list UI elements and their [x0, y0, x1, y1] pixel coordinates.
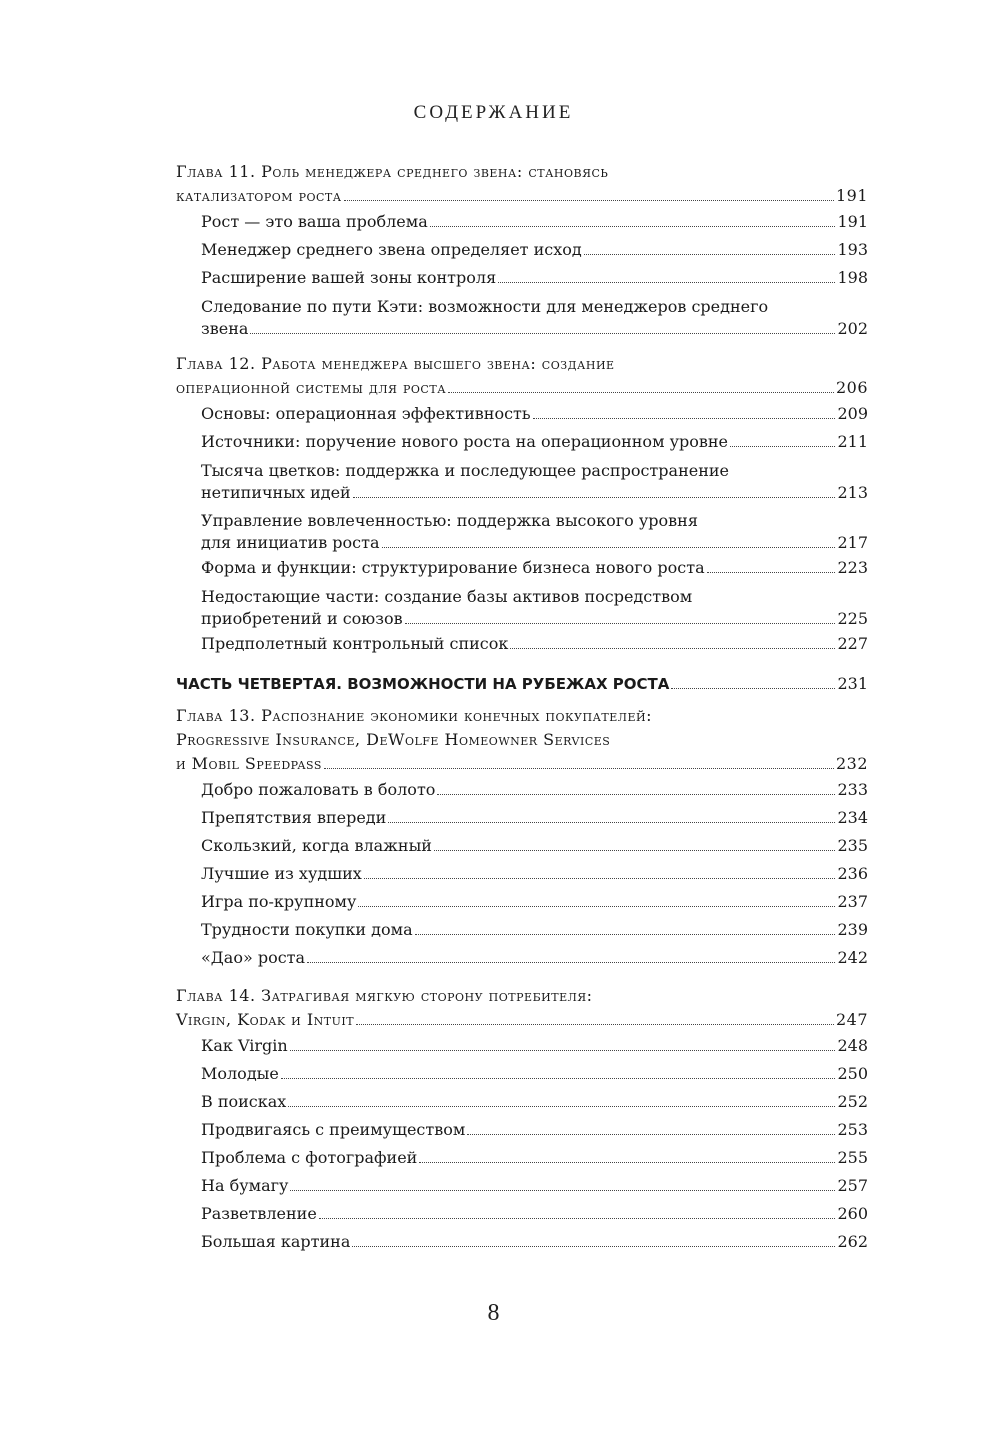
page-number: 248	[837, 1036, 868, 1055]
page-number: 252	[837, 1092, 868, 1111]
dot-leader	[388, 822, 835, 823]
dot-leader	[707, 572, 836, 573]
toc-item[interactable]	[176, 264, 868, 292]
page-title: СОДЕРЖАНИЕ	[413, 102, 574, 123]
page-number: 211	[837, 432, 868, 451]
item-text: В поисках	[201, 1092, 287, 1111]
dot-leader	[533, 418, 836, 419]
dot-leader	[448, 392, 834, 393]
toc-item[interactable]	[176, 510, 868, 554]
dot-leader	[364, 878, 836, 879]
item-text-line: Управление вовлеченностью: поддержка высокого уровня	[201, 511, 698, 530]
toc-item[interactable]	[176, 554, 868, 582]
item-text: Молодые	[201, 1064, 279, 1083]
toc-item[interactable]	[176, 776, 868, 804]
item-text: Рост — это ваша проблема	[201, 212, 428, 231]
item-text: нетипичных идей	[201, 483, 351, 502]
toc-item[interactable]	[176, 1088, 868, 1116]
dot-leader	[352, 1246, 835, 1247]
chapter-14-entry[interactable]	[176, 984, 868, 1032]
item-text: Как Virgin	[201, 1036, 288, 1055]
dot-leader	[498, 282, 835, 283]
page-number: 223	[837, 558, 868, 577]
dot-leader	[319, 1218, 836, 1219]
dot-leader	[437, 794, 835, 795]
chapter-title-line-last	[176, 184, 868, 208]
page-number: 250	[837, 1064, 868, 1083]
page-number: 242	[837, 948, 868, 967]
item-text: Предполетный контрольный список	[201, 634, 509, 653]
toc-item[interactable]	[176, 1144, 868, 1172]
page-number: 247	[835, 1010, 868, 1029]
page-number: 206	[835, 378, 868, 397]
dot-leader	[730, 446, 835, 447]
toc-item[interactable]	[176, 296, 868, 340]
item-text: для инициатив роста	[201, 533, 380, 552]
item-text: Расширение вашей зоны контроля	[201, 268, 497, 287]
page-number: 255	[837, 1148, 868, 1167]
part-four-entry[interactable]	[176, 670, 868, 698]
dot-leader	[584, 254, 836, 255]
toc-item[interactable]	[176, 832, 868, 860]
chapter-title-text: операционной системы для роста	[176, 378, 447, 397]
toc-item[interactable]	[176, 860, 868, 888]
item-text: Скользкий, когда влажный	[201, 836, 432, 855]
dot-leader	[671, 688, 835, 689]
item-text-line: Тысяча цветков: поддержка и последующее распространение	[201, 461, 729, 480]
item-text: Разветвление	[201, 1204, 317, 1223]
chapter-11-entry[interactable]	[176, 160, 868, 208]
page-number: 234	[837, 808, 868, 827]
page-number: 237	[837, 892, 868, 911]
page-number: 227	[837, 634, 868, 653]
item-text-line: Недостающие части: создание базы активов посредством	[201, 587, 693, 606]
chapter-13-entry[interactable]	[176, 704, 868, 776]
chapter-title-line: Глава 13. Распознание экономики конечных покупателей:	[176, 706, 652, 725]
item-text: Добро пожаловать в болото	[201, 780, 436, 799]
toc-item[interactable]	[176, 944, 868, 972]
toc-item[interactable]	[176, 804, 868, 832]
toc-item[interactable]	[176, 460, 868, 504]
dot-leader	[467, 1134, 835, 1135]
page-number: 236	[837, 864, 868, 883]
chapter-title-line: Глава 11. Роль менеджера среднего звена: становясь	[176, 162, 609, 181]
page-number: 262	[837, 1232, 868, 1251]
item-text: Источники: поручение нового роста на операционном уровне	[201, 432, 729, 451]
dot-leader	[344, 200, 834, 201]
dot-leader	[281, 1078, 836, 1079]
toc-item[interactable]	[176, 1228, 868, 1256]
page-number: 213	[837, 483, 868, 502]
toc-item[interactable]	[176, 888, 868, 916]
chapter-12-entry[interactable]	[176, 352, 868, 400]
page-number: 239	[837, 920, 868, 939]
page-number: 193	[837, 240, 868, 259]
dot-leader	[307, 962, 835, 963]
page-number: 232	[835, 754, 868, 773]
page-number: 191	[835, 186, 868, 205]
page-number: 233	[837, 780, 868, 799]
dot-leader	[290, 1050, 836, 1051]
item-text: Лучшие из худших	[201, 864, 362, 883]
page-number: 235	[837, 836, 868, 855]
dot-leader	[290, 1190, 835, 1191]
dot-leader	[434, 850, 835, 851]
toc-item[interactable]	[176, 208, 868, 236]
item-text: Игра по-крупному	[201, 892, 357, 911]
page-number: 202	[837, 319, 868, 338]
page-number: 191	[837, 212, 868, 231]
item-text: Форма и функции: структурирование бизнеса нового роста	[201, 558, 705, 577]
page-number: 225	[837, 609, 868, 628]
toc-item[interactable]	[176, 236, 868, 264]
dot-leader	[415, 934, 836, 935]
toc-item[interactable]	[176, 1032, 868, 1060]
chapter-title-line-last	[176, 1008, 868, 1032]
page-number: 257	[837, 1176, 868, 1195]
item-text: Препятствия впереди	[201, 808, 387, 827]
item-text: приобретений и союзов	[201, 609, 403, 628]
item-text: Трудности покупки дома	[201, 920, 413, 939]
dot-leader	[358, 906, 835, 907]
chapter-title-line: Глава 12. Работа менеджера высшего звена: создание	[176, 354, 615, 373]
chapter-title-line-last	[176, 752, 868, 776]
toc-item[interactable]	[176, 428, 868, 456]
page-number: 260	[837, 1204, 868, 1223]
item-text: Менеджер среднего звена определяет исход	[201, 240, 582, 259]
toc-item[interactable]	[176, 1172, 868, 1200]
dot-leader	[356, 1024, 834, 1025]
dot-leader	[250, 333, 835, 334]
page-number: 217	[837, 533, 868, 552]
toc-item[interactable]	[176, 1060, 868, 1088]
toc-item[interactable]	[176, 1200, 868, 1228]
page-number: 198	[837, 268, 868, 287]
toc-item[interactable]	[176, 400, 868, 428]
chapter-title-text: катализатором роста	[176, 186, 342, 205]
dot-leader	[419, 1162, 835, 1163]
item-text: Проблема с фотографией	[201, 1148, 418, 1167]
chapter-title-line: Progressive Insurance, DeWolfe Homeowner Services	[176, 730, 611, 749]
dot-leader	[405, 623, 836, 624]
item-text: На бумагу	[201, 1176, 289, 1195]
item-text: «Дао» роста	[201, 948, 306, 967]
part-title: ЧАСТЬ ЧЕТВЕРТАЯ. ВОЗМОЖНОСТИ НА РУБЕЖАХ РОСТА	[176, 675, 670, 693]
page-number: 209	[837, 404, 868, 423]
page-number-footer: 8	[487, 1300, 500, 1326]
toc-item[interactable]	[176, 586, 868, 630]
item-text: Основы: операционная эффективность	[201, 404, 531, 423]
page-number: 253	[837, 1120, 868, 1139]
item-text: звена	[201, 319, 249, 338]
table-of-contents	[176, 160, 868, 1256]
page-number: 231	[837, 674, 868, 693]
chapter-title-line-last	[176, 376, 868, 400]
chapter-title-text: Virgin, Kodak и Intuit	[176, 1010, 355, 1029]
dot-leader	[324, 768, 834, 769]
toc-item[interactable]	[176, 1116, 868, 1144]
toc-item[interactable]	[176, 630, 868, 658]
dot-leader	[288, 1106, 835, 1107]
dot-leader	[510, 648, 835, 649]
item-text: Продвигаясь с преимуществом	[201, 1120, 466, 1139]
dot-leader	[382, 547, 836, 548]
dot-leader	[430, 226, 836, 227]
toc-item[interactable]	[176, 916, 868, 944]
chapter-title-text: и Mobil Speedpass	[176, 754, 322, 773]
item-text-line: Следование по пути Кэти: возможности для менеджеров среднего	[201, 297, 769, 316]
item-text: Большая картина	[201, 1232, 351, 1251]
dot-leader	[353, 497, 836, 498]
chapter-title-line: Глава 14. Затрагивая мягкую сторону потребителя:	[176, 986, 593, 1005]
